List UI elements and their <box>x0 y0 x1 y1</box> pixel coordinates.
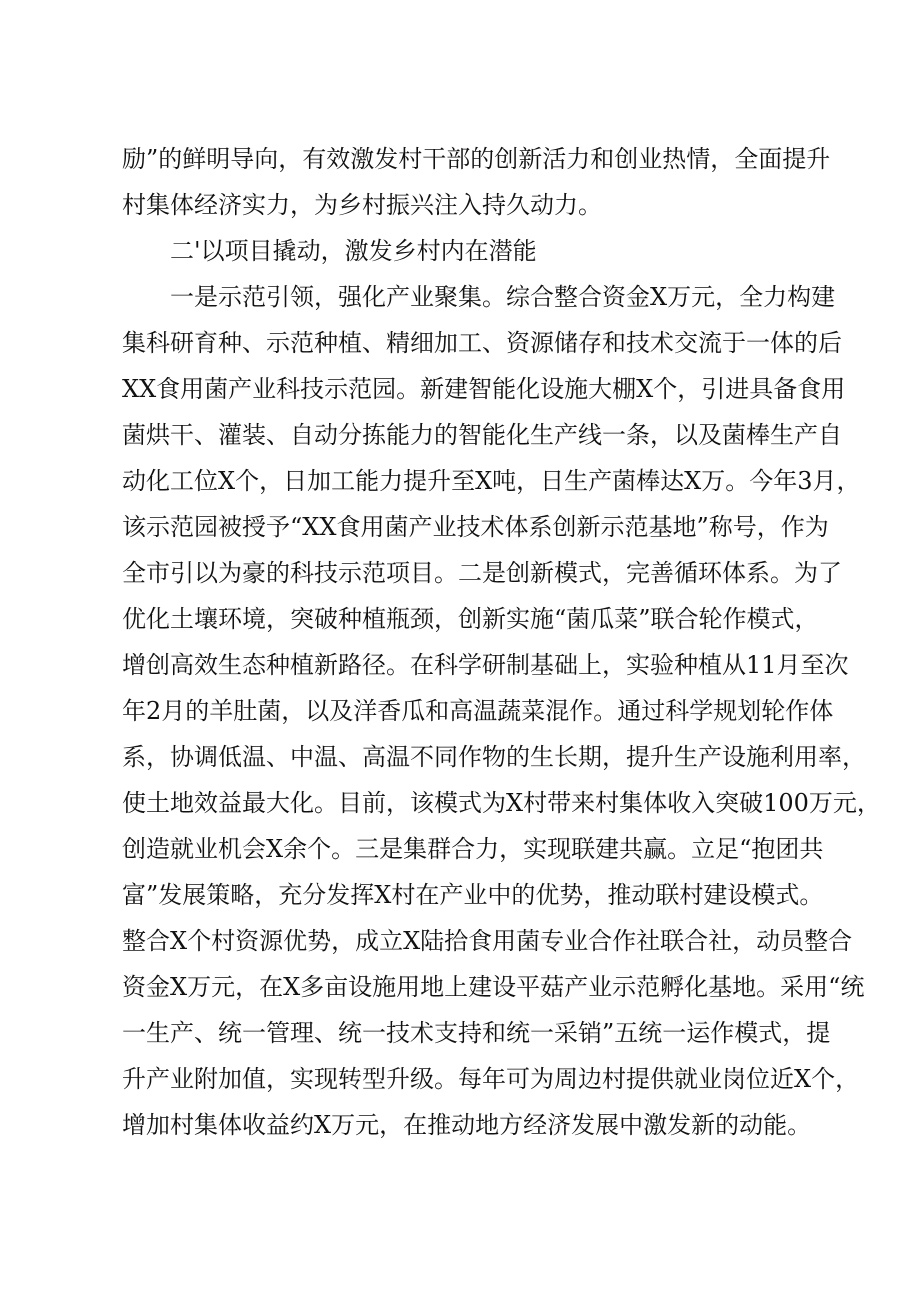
paragraph-line: 集科研育种、示范种植、精细加工、资源储存和技术交流于一体的后 <box>122 329 842 357</box>
paragraph-line: XX食用菌产业科技示范园。新建智能化设施大棚X个，引进具备食用 <box>122 375 846 403</box>
paragraph-line: 整合X个村资源优势，成立X陆拾食用菌专业合作社联合社，动员整合 <box>122 927 853 955</box>
paragraph-line: 一生产、统一管理、统一技术支持和统一采销”五统一运作模式，提 <box>122 1019 831 1047</box>
paragraph-line: 动化工位X个，日加工能力提升至X吨，日生产菌棒达X万。今年3月， <box>122 467 861 495</box>
paragraph-line: 一是示范引领，强化产业聚集。综合整合资金X万元，全力构建 <box>170 283 836 311</box>
paragraph-line: 菌烘干、灌装、自动分拣能力的智能化生产线一条，以及菌棒生产自 <box>122 421 842 449</box>
paragraph-line: 全市引以为豪的科技示范项目。二是创新模式，完善循环体系。为了 <box>122 559 842 587</box>
paragraph-line: 增创高效生态种植新路径。在科学研制基础上，实验种植从11月至次 <box>122 651 849 679</box>
section-heading: 二'以项目撬动，激发乡村内在潜能 <box>170 237 537 265</box>
paragraph-line: 励”的鲜明导向，有效激发村干部的创新活力和创业热情，全面提升 <box>122 145 831 173</box>
paragraph-line: 资金X万元，在X多亩设施用地上建设平菇产业示范孵化基地。采用“统 <box>122 973 865 1001</box>
paragraph-line: 系，协调低温、中温、高温不同作物的生长期，提升生产设施利用率， <box>122 743 866 771</box>
paragraph-line: 富”发展策略，充分发挥X村在产业中的优势，推动联村建设模式。 <box>122 881 824 909</box>
paragraph-line: 升产业附加值，实现转型升级。每年可为周边村提供就业岗位近X个， <box>122 1065 860 1093</box>
paragraph-line: 村集体经济实力，为乡村振兴注入持久动力。 <box>122 191 602 219</box>
paragraph-line: 增加村集体收益约X万元，在推动地方经济发展中激发新的动能。 <box>122 1111 812 1139</box>
paragraph-line: 创造就业机会X余个。三是集群合力，实现联建共赢。立足“抱团共 <box>122 835 824 863</box>
paragraph-line: 优化土壤环境，突破种植瓶颈，创新实施“菌瓜菜”联合轮作模式， <box>122 605 819 633</box>
paragraph-line: 使土地效益最大化。目前，该模式为X村带来村集体收入突破100万元， <box>122 789 881 817</box>
paragraph-line: 该示范园被授予“XX食用菌产业技术体系创新示范基地”称号，作为 <box>122 513 829 541</box>
paragraph-line: 年2月的羊肚菌，以及洋香瓜和高温蔬菜混作。通过科学规划轮作体 <box>122 697 834 725</box>
